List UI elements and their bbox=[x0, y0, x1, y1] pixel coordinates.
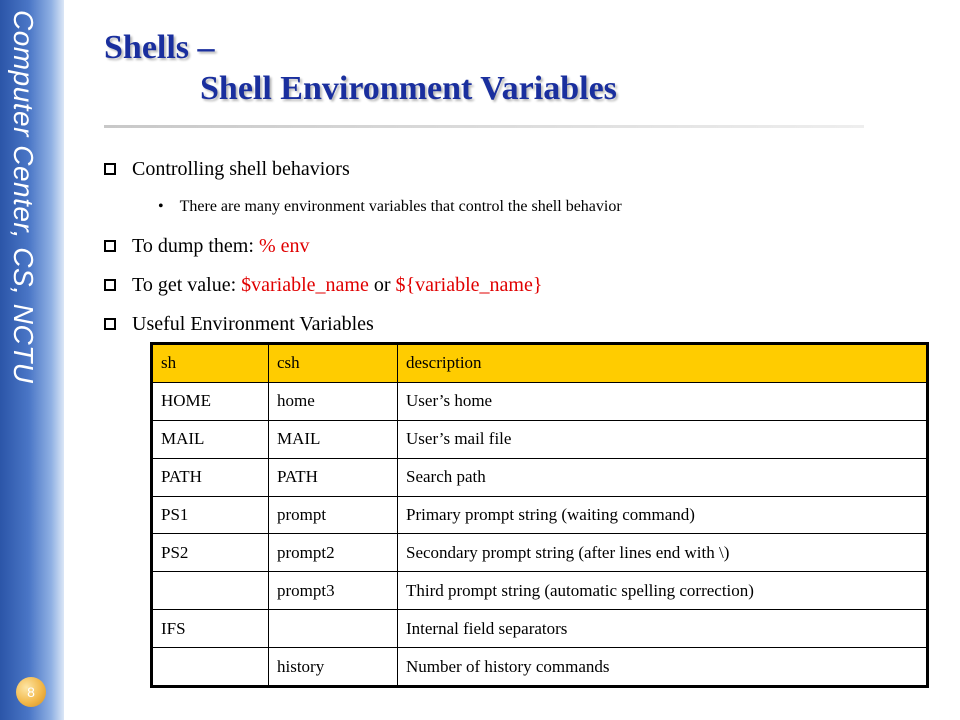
cell-csh: prompt3 bbox=[269, 572, 398, 610]
cell-csh: PATH bbox=[269, 458, 398, 496]
code-snippet: ${variable_name} bbox=[395, 274, 543, 296]
bullet-text: Controlling shell behaviors bbox=[132, 158, 350, 180]
bullet-text: Useful Environment Variables bbox=[132, 313, 374, 335]
cell-description: Number of history commands bbox=[398, 648, 928, 687]
cell-sh: IFS bbox=[152, 610, 269, 648]
bullet-text: To get value: bbox=[132, 274, 242, 296]
cell-csh: home bbox=[269, 382, 398, 420]
cell-description: Secondary prompt string (after lines end with \) bbox=[398, 534, 928, 572]
cell-description: User’s mail file bbox=[398, 420, 928, 458]
cell-csh: prompt bbox=[269, 496, 398, 534]
sub-bullet-text: There are many environment variables that control the shell behavior bbox=[179, 198, 622, 215]
bullet-text: or bbox=[368, 274, 396, 296]
cell-description: Primary prompt string (waiting command) bbox=[398, 496, 928, 534]
table-row bbox=[152, 572, 928, 610]
sidebar bbox=[0, 0, 64, 720]
bullet-useful bbox=[104, 313, 374, 336]
bullet-text: To dump them: bbox=[132, 235, 259, 257]
table-row bbox=[152, 534, 928, 572]
table-row bbox=[152, 420, 928, 458]
cell-sh: HOME bbox=[152, 382, 269, 420]
header-cell-csh: csh bbox=[269, 344, 398, 383]
sub-bullet-env-vars bbox=[158, 198, 622, 216]
cell-csh bbox=[269, 610, 398, 648]
header-cell-sh: sh bbox=[152, 344, 269, 383]
table-row bbox=[152, 610, 928, 648]
table-row bbox=[152, 496, 928, 534]
cell-csh: MAIL bbox=[269, 420, 398, 458]
header-cell-description: description bbox=[398, 344, 928, 383]
cell-sh: PATH bbox=[152, 458, 269, 496]
code-snippet: % env bbox=[258, 235, 310, 257]
cell-sh bbox=[152, 648, 269, 687]
slide-title bbox=[104, 28, 617, 110]
bullet-controlling bbox=[104, 158, 350, 181]
table-row bbox=[152, 648, 928, 687]
square-bullet-icon bbox=[104, 318, 116, 330]
bullet-get-value bbox=[104, 274, 542, 297]
title-line-2: Shell Environment Variables bbox=[200, 69, 617, 107]
table-row bbox=[152, 458, 928, 496]
cell-description: Search path bbox=[398, 458, 928, 496]
square-bullet-icon bbox=[104, 279, 116, 291]
cell-description: Third prompt string (automatic spelling correction) bbox=[398, 572, 928, 610]
cell-sh: PS1 bbox=[152, 496, 269, 534]
table-row bbox=[152, 382, 928, 420]
cell-description: User’s home bbox=[398, 382, 928, 420]
square-bullet-icon bbox=[104, 163, 116, 175]
bullet-dump bbox=[104, 235, 309, 258]
table-header-row bbox=[152, 344, 928, 383]
title-line-1: Shells – bbox=[104, 29, 215, 66]
cell-sh: MAIL bbox=[152, 420, 269, 458]
code-snippet: $variable_name bbox=[241, 274, 369, 296]
cell-csh: history bbox=[269, 648, 398, 687]
cell-sh: PS2 bbox=[152, 534, 269, 572]
cell-description: Internal field separators bbox=[398, 610, 928, 648]
page-number-badge: 8 bbox=[16, 677, 46, 707]
dot-bullet-icon: • bbox=[158, 198, 164, 215]
cell-csh: prompt2 bbox=[269, 534, 398, 572]
square-bullet-icon bbox=[104, 240, 116, 252]
env-variables-table bbox=[150, 342, 929, 688]
sidebar-label: Computer Center, CS, NCTU bbox=[8, 10, 39, 384]
cell-sh bbox=[152, 572, 269, 610]
title-divider bbox=[104, 125, 864, 128]
